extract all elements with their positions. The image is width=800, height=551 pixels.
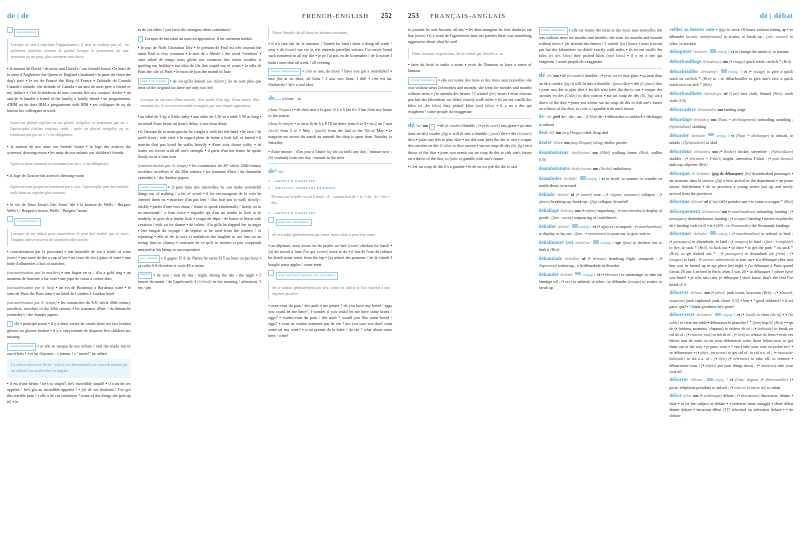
- example-block: • la loge de l'actrice the actress's dressing-room: [7, 172, 85, 178]
- usage-note: de se traduit généralement par any, some est utilisé si l'on s'attend à une réponse positive.: [268, 282, 392, 299]
- example-block: • c'est un coup de dés it's a gamble • le dé en est jeté the die is cast: [408, 164, 518, 170]
- left-column-2: [138, 27, 262, 549]
- conjugation-chip[interactable]: [707, 378, 713, 381]
- example-block: • caractérisation par la personne) • une bouteille de vin a bottle of wine (mais) • une tasse de thé a cup of tea • un verre de vin a glass of wine • une boîte d'allumettes a box of matches: [7, 248, 131, 267]
- pronunciation: /debaʀdœʀ/: [693, 149, 711, 154]
- dictionary-entry[interactable]: déambulatoire /deɑ̃bylatwaʀ/ nm (Archit) ambulatory: [538, 166, 632, 173]
- usage-label: valeur intensive: [7, 343, 36, 351]
- usage-label: dans une interrogation, une hypothèse: [276, 272, 338, 280]
- headword[interactable]: débarque: [669, 200, 690, 206]
- pronunciation: /deɑ̃byle/: [563, 176, 578, 181]
- part-of-speech: nm: [721, 209, 727, 214]
- headword-ref[interactable]: de: [14, 321, 20, 327]
- pronunciation: /debatize/: [692, 50, 708, 55]
- conjugation-ref[interactable]: conjug 1: [715, 133, 730, 138]
- dictionary-entry[interactable]: déambuler /deɑ̃byle/ conjug 1 vi to stroll, to saunter, to wander ou amble about ou around: [538, 175, 663, 189]
- part-of-speech: vt: [730, 50, 735, 55]
- pronunciation: /debaʀdaʒ/: [693, 117, 710, 122]
- sense-block: durant • de jour / nuit by day / night, during the day / the night • 3 heures du matin / de l'après-midi 3 (o'clock) in the morning / afternoon, 3 am / pm: [137, 271, 262, 291]
- usage-label: valeur intensive: [138, 184, 167, 192]
- headword[interactable]: déballer: [538, 224, 557, 230]
- example-block: la journée he eats biscuits all day • les ânes mangent du foin donkeys eat hay (mais) • il y avait de l'agressivité dans ses paroles there was something aggressive about what he said: [408, 27, 532, 45]
- part-of-speech: nm: [592, 151, 598, 156]
- example-block: • la maison de David / de notre ami David's / our friend's house • le mari de la reine d'Angleterre the Queen of England's husband • la patte du chien the dog's paw • le roi de France the King of France • l'attitude du Canada Canada's attitude, the attitude of Canada • un ami de mon père a friend of my father's • c'est le médecin de mes cousins he's my cousins' doctor • un ami de la famille a friend of the family, a family friend • un programmeur d'IBM ou de chez IBM a programmer with IBM • ses collègues de ou du bureau his colleagues at work: [7, 65, 131, 114]
- usage-label-row: [268, 270, 392, 280]
- conjugation-ref[interactable]: conjug 1: [721, 313, 736, 318]
- example-block: (dans le temps) • je serai là de 6 à 8 I'll be there from 6 to 8 • du 2 au 7 mai (écrit) from 2 to 7 May ; (parlé) from the 2nd to the 7th of May • le magasin est ouvert du mardi au samedi the shop is open from Tuesday to Saturday: [268, 121, 392, 145]
- pronunciation: /de/: [546, 115, 553, 120]
- sense-number: 5: [138, 36, 144, 42]
- part-of-speech: nf: [724, 91, 728, 96]
- headword[interactable]: dealer: [538, 141, 553, 147]
- dictionary-entry[interactable]: débat /deba/ nm (• polémique) debate ; (• discussion) discussion, debate • faire • to be the subject of debate • • intérieur inner struggle • dîner débat dinner debate • émission débat (TV) televised ou television debate • • de clôture: [669, 393, 793, 419]
- pronunciation: /debaʀkəmɑ̃/: [701, 209, 721, 214]
- conjugation-ref[interactable]: conjug 1: [713, 378, 728, 383]
- part-of-speech: nf: [704, 200, 708, 205]
- dictionary-entry[interactable]: débander /debɑ̃de/ conjug 1 vt (• blessure) to unbandage, to take the bandage off ; (• arc) to unbend, to relax ; se débander (troupe) to scatter, to break up: [538, 271, 663, 291]
- usage-label: valeur emphatique: [268, 68, 301, 76]
- usage-note: Lorsque de est utilisé pour caractériser, il peut être traduit par of, mais l'anglais utilise souvent de tournures adjectivales.: [7, 229, 131, 246]
- headword[interactable]: déambulatoire: [538, 167, 570, 173]
- conjugation-chip[interactable]: [710, 231, 716, 234]
- pronunciation: /debaʀk/: [690, 200, 704, 205]
- left-column-1: [7, 27, 131, 549]
- usage-label: durant: [138, 272, 153, 280]
- dictionary-entry[interactable]: débaptiser /debatize/ conjug 1 vt to change the name of, to rename: [669, 49, 789, 56]
- headword[interactable]: débardeur: [669, 149, 692, 155]
- dictionary-entry[interactable]: débarqué, e /debaʀke/ (ptp de débarquer) (lit) disembarked passenger • un nouveau dans le service (fig) a new arrival in the department • un jeune auteur fraîchement • de sa province a young writer just up and newly arrived from the provinces: [669, 170, 793, 196]
- part-of-speech: vt: [743, 69, 747, 74]
- part-of-speech: vi: [601, 176, 605, 181]
- headword[interactable]: débarbouillage: [669, 59, 702, 65]
- pronunciation: /debaʀbujɛt/: [703, 91, 723, 96]
- part-of-speech: nm: [693, 394, 699, 399]
- headword[interactable]: débarquer: [669, 232, 692, 238]
- part-of-speech: nm: [712, 149, 718, 154]
- running-head-word-left: de | de: [7, 11, 30, 20]
- headword[interactable]: débarbouillette: [669, 91, 702, 97]
- headword[interactable]: débandade: [538, 256, 562, 262]
- pronunciation: /debɑkl/: [556, 192, 569, 197]
- headword[interactable]: débander: [538, 272, 559, 278]
- page-number-right: 253: [408, 12, 420, 20]
- dictionary-entry[interactable]: débarquement /debaʀkəmɑ̃/ nm (• marchandises) unloading, landing ; (• passagers) disembarkation, landing ; (• troupes) landing • navire ou péniche de • landing craft (mil) • le • (Mil : en Normandie) the Normandy landings: [669, 208, 793, 228]
- usage-label: valeur intensive: [539, 27, 568, 35]
- part-of-speech: vt: [592, 224, 597, 229]
- headword[interactable]: déambuler: [538, 176, 562, 182]
- dictionary-entry[interactable]: débardeur /debaʀdœʀ/ nm (• docker) docker, stevedore ; (Sylviculture) skidder ; (• vêtement = T-shirt) singlet, sleeveless T-shirt ; (• pour-dessus) tank top, slipover (Brit): [669, 148, 793, 168]
- headword[interactable]: de²: [268, 167, 277, 175]
- dictionary-article[interactable]: [268, 163, 392, 176]
- part-of-speech: nm: [711, 117, 717, 122]
- right-column-1: [408, 27, 532, 549]
- part-of-speech: nm: [553, 74, 559, 79]
- part-of-speech: (ptp de débarquer): [711, 171, 744, 176]
- headword[interactable]: débarras: [669, 291, 689, 297]
- dictionary-article[interactable]: de… à from… to: [268, 91, 392, 104]
- sense-block: valeur intensive • il peut faire des merveilles he can make wonderful things out of nothing / a bit of wood • il les encourageait de la voix he cheered them on • marcher d'un pas lent / d'un bon pas to walk slowly / briskly • parler d'une voix émue / ferme to speak emotionally / firmly ou in an emotional / a firm voice • regarder qn d'un air tendre to look at sb tenderly, to give sb a tender look • rougir de dépit / de honte to blush with vexation / with ou for shame • de colère, il la gifla he slapped her in anger • être fatigué du voyage / de répéter to be tired from the journey / of repeating • elle rit de la voix si maladroit she laughed to see him ou on seeing him so clumsy • contrarié de ce qu'il se montre si peu coopératif annoyed at his being so uncooperative: [137, 183, 262, 252]
- pronunciation: /deɑ̃bylatœʀ/: [570, 151, 591, 156]
- dictionary-entry[interactable]: débardage /debaʀdaʒ/ nm (Naut = déchargement) unloading, unlading ; (Sylviculture) skidding: [669, 116, 793, 130]
- dictionary-entry[interactable]: débarbouillette /debaʀbujɛt/ nf (Can) face cloth, flannel (Brit), wash cloth (US): [669, 90, 793, 104]
- dictionary-entry[interactable]: débandade /debɑ̃dad/ nf (• déroute) headlong flight, stampede ; (• dispersion) scattering ; à la débandade in disorder: [538, 255, 663, 269]
- conjugation-ref[interactable]: conjug 1: [600, 240, 614, 245]
- right-running-head: [408, 11, 793, 24]
- pronunciation: /debaʀase/: [696, 313, 713, 318]
- usage-label: dans une affirmation: [276, 219, 312, 227]
- conjugation-ref[interactable]: conjug 1: [716, 50, 730, 55]
- headword[interactable]: deal: [538, 131, 548, 137]
- part-of-speech: vt: [736, 313, 741, 318]
- headword[interactable]: débarrasser: [669, 313, 695, 319]
- usage-label-row: [7, 216, 131, 226]
- example-block: • au déjeuner, nous avons eu du poulet we had (some) chicken for lunch • j'ai du travail à faire I've got (some) work to do • il but de l'eau du robinet he drank some water from the tap • j'ai acheté des pommes / de la viande I bought some apples / some meat: [268, 243, 392, 267]
- dictionary-entry[interactable]: dealer /dilœʀ/ nm (arg Drogue) (drug) dealer, pusher: [538, 140, 627, 147]
- part-of-speech: nm: [564, 141, 570, 146]
- headword[interactable]: débarbouiller: [669, 69, 699, 75]
- dictionary-entry[interactable]: débarder /debaʀde/ conjug 1 vt (Naut = décharger) to unload, to unlade ; (Sylviculture) to skid: [669, 132, 793, 146]
- pronunciation: /debɑ̃de/: [560, 272, 574, 277]
- left-column-3: [268, 27, 392, 549]
- pronunciation: /debaʀa/: [689, 291, 704, 296]
- section-label: I - ARTICLE PARTITIF: [268, 211, 316, 216]
- dictionary-entry[interactable]: déballer /debale/ conjug 1 vt (• affaires) to unpack ; (• marchandises) to display, to lay out ; (fam : • sentiments) to pour out, to give vent to: [538, 223, 663, 237]
- headword[interactable]: débat: [669, 394, 682, 400]
- running-head-center-right: FRANÇAIS-ANGLAIS: [430, 13, 506, 20]
- usage-note: Lorsque de sert à exprimer l'appartenance, il peut se traduire par of ; on préférera toutefois souvent le génitif lorsque le possesseur est une personne ou un pays, plus rarement une chose.: [7, 39, 131, 62]
- usage-note: Notez l'emploi de all dans les phrases suivantes.: [268, 27, 392, 38]
- dictionary-entry[interactable]: deal /dil/ nm (arg Drogue) deal, drug deal: [538, 130, 609, 137]
- conjugation-chip[interactable]: [593, 240, 599, 243]
- headword[interactable]: déambulateur: [538, 151, 569, 157]
- sense-number: [7, 27, 13, 33]
- part-of-speech: nm: [717, 107, 723, 112]
- pronunciation: /də/: [277, 168, 285, 174]
- usage-label: valeur intensive: [408, 77, 437, 85]
- usage-note: Après un nom propre se terminant par s ou x, l'apostrophe peut être utilisée seule dans un registre plus soutenu.: [10, 183, 129, 195]
- dictionary-article[interactable]: dé /de/ nm 1 • dé (à coudre) thimble ; (• petit verre) tiny glass • ça tient dans un dé à coudre (fig) it will fit into a thimble ; (jeux) dice • dés (à jouer) dice • jouer aux dés to play dice • les dés sont jetés the die is cast • couper des carottes en dés (Culin) to dice carrots • sur un coup de dés (lit, fig) on a throw of the dice • jouer son avenir sur un coup de dés to risk one's future on a throw of the dice, to (take a) gamble with one's future: [408, 118, 532, 162]
- conjugation-ref[interactable]: conjug 1: [727, 69, 742, 74]
- part-of-speech: vt: [730, 378, 734, 383]
- conjugation-ref[interactable]: conjug 1: [717, 232, 731, 237]
- right-page-columns: [408, 27, 793, 549]
- dictionary-entry[interactable]: débarquer /debaʀke/ conjug 1 (• marchandises) to unload, to land ; (• passagers) to disembark, to land ; (• troupes) to land ; (fam : • employé) to fire, to sack * (Brit), to kick out • se faire • to get the push * ou sack * (Brit), to get kicked out * ; (• passagers) to disembark (de from) ; (• troupes) to land ; (• arriver subitement) to turn up • il a débarqué chez moi hier soir he turned up at my place last night • j'ai débarqué à Paris quand j'avais 20 ans I arrived in Paris when I was 20 • tu débarques ! where have you been? • je n'en sais rien, je débarque I don't know, that's the first I've heard of it: [669, 231, 793, 287]
- sense-number: [7, 216, 13, 222]
- pronunciation: /debaʀkadɛʀ/: [696, 107, 717, 112]
- headword[interactable]: déballonner (se): [538, 240, 574, 246]
- example-block: (caractérisation par le temps) • les romanciers du 20ᵉ siècle 20th-century novelists, novelists of the 20th century • les journaux d'hier / du dimanche yesterday's / the Sunday papers: [137, 162, 262, 180]
- right-column-3: [669, 27, 793, 549]
- part-of-speech: nf: [581, 256, 586, 261]
- sense-number: [268, 270, 274, 276]
- dictionary-entry[interactable]: déballage /debalaʒ/ nm (• objets) unpacking ; (• marchandises) display of goods ; (fam : aveux) outpouring of confidences: [538, 207, 663, 221]
- sense-number: [268, 217, 274, 223]
- sense-block: valeur intensive • elle est restée des mois et des mois sans nouvelles she was without news for months and months, she went for months and months without news • j'ai attendu des heures ! I waited (for) hours • nous n'avons pas fait des kilomètres we didn't exactly walk miles • ils en ont cueilli des kilos (et des kilos) they picked kilos (and kilos) • il y en a des qui exagèrent ! some people do exaggerate: [538, 27, 663, 65]
- usage-label-row: [7, 27, 131, 37]
- headword[interactable]: débardage: [669, 117, 692, 123]
- part-of-speech: nf: [570, 192, 575, 197]
- usage-note: La valeur intensive de de - article ou démonstratif est souvent rendue par un adjectif ou un adverbe en anglais.: [7, 359, 131, 377]
- conjugation-chip[interactable]: [708, 133, 714, 136]
- usage-note: Dans certaines expressions, de se traduit par l'article a, an.: [408, 48, 532, 59]
- sense-number: 4: [7, 321, 13, 327]
- example-block: • faire du bruit to make a noise • avoir de l'humour to have a sense of humour: [408, 62, 532, 74]
- usage-label-row: [268, 217, 392, 227]
- example-block: as de ces idées ! you have the strangest ideas sometimes!: [137, 27, 231, 32]
- headword[interactable]: dé-: [538, 115, 546, 121]
- headword[interactable]: déballage: [538, 208, 559, 214]
- pronunciation: /debɑ̃dad/: [564, 256, 580, 261]
- part-of-speech: nm: [704, 291, 710, 296]
- part-of-speech: nm: [593, 167, 599, 172]
- headword[interactable]: débarcadère: [669, 107, 696, 113]
- example-block: • il n'a rien fait de la semaine / l'année he hasn't done a thing all week / year • de (toute) ma vie je n'ai entendu pareilles sottises I've never heard such nonsense in all my life • je ne l'ai pas vu de la semaine / de la soirée I hadn't seen him all week / all evening: [268, 41, 392, 65]
- conjugation-chip[interactable]: [710, 49, 716, 52]
- pronunciation: /debalaʒ/: [560, 208, 575, 213]
- example-block: (dans l'espace) • de chez moi à la gare, il y a 5 km it's 5 km from my house to the station: [268, 106, 392, 118]
- example-block: • un bébé de 3 kg a 3-kilo baby • une table de 1,50 m a table 1.50 m long • un retard d'une heure an hour's delay, a one-hour delay: [137, 114, 262, 126]
- part-of-speech: vt: [596, 272, 601, 277]
- example-block: • il est d'une bêtise ! he's so stupid!, he's incredibly stupid! • il a un de ces appétits ! he's got an incredible appetite ! • j'ai de ces douleurs ! I've got this terrible pain ! • elle a de ces initiatives ! some of the things she gets up to! • tu: [7, 380, 131, 404]
- headword[interactable]: débarder: [669, 133, 690, 139]
- example-block: (caractérisation par le temps) • les romanciers du XXᵉ siècle 20th-century novelists, novelists of the 20th century • les journaux d'hier / du dimanche yesterday's / the Sunday papers: [7, 299, 131, 317]
- usage-label: caractérisation: [14, 218, 41, 226]
- sense-block: • il l'attrapa de la main gauche he caught it with his left hand • de face / de profil front / side view • le regard plein de haine a look full of hatred • il marche d'un pas lourd he walks heavily • d'une voix douce softly • de toutes ses forces with all one's strength • il parla d'un ton ferme he spoke firmly ou in a firm tone: [137, 129, 262, 159]
- example-block: • d'une minute / d'un jour à l'autre (a) tôt ou tard) any day / minute now ; (b) soudain) from one day / minute to the next: [268, 148, 392, 160]
- pronunciation: /debaʀbuje/: [700, 69, 719, 74]
- example-block: • la maison de nos amis our friends' house • la loge des actrices the actresses' dressing-room • les amis de nos enfants our children's friends: [7, 143, 131, 155]
- part-of-speech: nm: [422, 124, 429, 129]
- running-head-center-left: FRENCH-ENGLISH: [301, 13, 369, 20]
- right-column-2: [539, 27, 663, 549]
- pronunciation: /de/: [546, 73, 553, 79]
- sense-number: 1: [429, 124, 435, 130]
- pronunciation: /dilœʀ/: [553, 141, 564, 146]
- section-label: 2 - ARTICLE INDÉFINI PLURIEL: [268, 185, 337, 190]
- headword[interactable]: débarqué, e: [669, 171, 695, 177]
- conjugation-ref[interactable]: conjug 1: [578, 224, 592, 229]
- part-of-speech: préf: [553, 115, 561, 120]
- running-head-word-right: dé | débat: [759, 11, 793, 20]
- pronunciation: /deba/: [682, 394, 692, 399]
- dictionary-entry[interactable]: dé- /de/ préf de-, dis-, un- ; (Chim) de- • déboucher to unblock • décharger to unload: [538, 114, 663, 127]
- sense-block: 5 Lorsque de introduit un nom en apposition, il est rarement traduit.: [138, 36, 262, 42]
- example-block: • le jour de Noël Christmas Day • le prénom de Paul est très courant the name Paul is very common • le mot de « liberté » the word "freedom" • cette saleté de temps nous gâche nos vacances this rotten weather is spoiling our holiday • ton idiot de fils that stupid son of yours • la ville de Paris the city of Paris • le mois de juin the month of June: [137, 44, 262, 75]
- dictionary-entry[interactable]: veiller so heures sans • (fig) to work 10 hours without letting up • se débander (armée, manifestants) to scatter, to break up ; (arc, ressort) to relax, to slacken: [669, 27, 793, 46]
- left-running-head: [7, 11, 392, 24]
- pronunciation: /debale/: [557, 224, 570, 229]
- part-of-speech: nm: [555, 131, 562, 136]
- dictionary-entry[interactable]: débarrer /debaʀe/ conjug 1 vt (Can, région) (• déverrouiller) (• porte, téléphone portable) to unlock ; (• enlever la barre de) to unbar: [669, 377, 793, 390]
- usage-label: appartenance: [14, 29, 39, 37]
- conjugation-chip[interactable]: [721, 69, 727, 72]
- dictionary-entry[interactable]: débarcadère /debaʀkadɛʀ/ nm landing stage: [669, 106, 746, 113]
- headword[interactable]: débarrer: [669, 378, 689, 384]
- headword[interactable]: dé: [408, 122, 415, 130]
- pronunciation: /debaʀde/: [690, 133, 706, 138]
- sense-block: par, chaque • il gagne 15 € de l'heure he earns €15 an hour ou per hour • ça coûte 6 € du mètre it costs €6 a metre: [137, 255, 262, 268]
- dictionary-entry[interactable]: débâcle /debɑkl/ nf (• armée) rout ; (• régime, monnaie) collapse ; (• glaces) breaking up, break-up ; (fig) collapse, downfall: [538, 191, 663, 205]
- usage-label: par, chaque: [138, 255, 160, 263]
- conjugation-ref[interactable]: conjug 1: [586, 176, 601, 181]
- dictionary-entry[interactable]: débarrasser /debaʀase/ conjug 1 vt (• local) to clear (de of) • • (la table) to clear the table • débarrasse le plancher ! * (fam) hop it! (Brit) • • qn de (• fardeau, manteau, chapeau) to relieve sb of ; (• habitude) to break ou rid sb of ; (• ennemi, mal) to rid sb of ; (• lien) to release sb from • écris ces lettres tout de suite, tu en seras débarrassé write those letters now so get them out of the way • je peux vous • ? can I take your coat ou jacket etc? • se débarrasser • (• objet, personne) to get rid of, to rid o.s. of ; (• mauvaise habitude) to rid o.s. of ; (• lien) (• vêtement) to take off, to remove • débarrassez-vous ! (• objets) put your things down ; (• manteau) take your coat off: [669, 312, 793, 374]
- usage-note: Devant une voyelle ou un h muet : d' ; contraction de + le = du ; de + les = des.: [271, 193, 391, 205]
- sense-block: sujet d'un reprise • de six qu'ils étaient (au départ), ils ne sont plus que deux of the original six there are only two left: [137, 78, 262, 91]
- part-of-speech: vpr: [615, 240, 622, 245]
- part-of-speech: nm: [575, 208, 581, 213]
- pronunciation: /debaʀbujaʒ/: [702, 59, 722, 64]
- right-page: [400, 0, 800, 551]
- dictionary-entry[interactable]: débarbouillage /debaʀbujaʒ/ nm (• visage) quick wash, cat-lick * (Brit): [669, 58, 792, 65]
- usage-note: de se traduit généralement par some, mais celui-ci peut être omis.: [268, 229, 392, 240]
- usage-note: Lorsque de est suivi d'une mesure, d'un poids, d'un âge, d'une durée, d'un montant etc, il est souvent rendu en anglais par une simple apposition.: [140, 96, 260, 108]
- headword[interactable]: débaptiser: [669, 50, 692, 56]
- left-page-columns: [7, 27, 392, 549]
- pronunciation: /debaʀke/: [696, 171, 711, 176]
- conjugation-chip[interactable]: [715, 313, 721, 316]
- dictionary-entry[interactable]: débarras /debaʀa/ nm (• pièce) junk room, boxroom (Brit) ; (• placard, soupente) junk cupboard, junk closet (US) • bon • ! good riddance! • il est parti, quel • ! thank goodness he's gone!: [669, 290, 793, 309]
- dictionary-entry[interactable]: débarbouiller /debaʀbuje/ conjug 1 vt (• visage) to give a quick wash ou cat-lick * (Brit) to ; se débarbouiller to give one's face a quick wash ou a cat-lick * (Brit): [669, 68, 793, 88]
- sense-block: valeur intensive • et elle se moqua de nos efforts ! and she made fun of our efforts ! • et lui d'ajouter : « jamais ! » "never!" he added: [7, 343, 131, 356]
- conjugation-chip[interactable]: [575, 272, 581, 275]
- part-of-speech: vt: [731, 133, 735, 138]
- dictionary-entry[interactable]: déambulateur /deɑ̃bylatœʀ/ nm (Méd) walking frame (Brit), walker (US): [538, 150, 663, 163]
- usage-label: sujet d'un reprise: [138, 78, 169, 86]
- pronunciation: /debalɔne/: [574, 240, 591, 245]
- example-block: (caractérisation par le lieu) • un vin de Bordeaux a Bordeaux wine • le train de Paris the Paris train • un hôtel de Londres a London hotel: [7, 284, 131, 296]
- example-block: • avez-vous du pain / des œufs à me passer ? do you have any bread / eggs you could let me have?, I wonder if you could let me have some bread / eggs? • voulez-vous du pain / des œufs ? would you like some bread / eggs? • vous ne voulez vraiment pas de vin ? are you sure you don't want some ou any wine? • si on prenait de la bière / du vin ? what about some beer / wine?: [268, 302, 392, 339]
- headword[interactable]: débarquement: [669, 209, 701, 215]
- sense-block: valeur emphatique • c'en as une, de moto ? have you got a motorbike? • moi j'en ai vu deux, de lions ! I saw two lions, I did! • c'en est un, d'imbécile ! he's a real idiot: [268, 68, 392, 88]
- pronunciation: /de/: [415, 123, 422, 129]
- conjugation-chip[interactable]: [580, 176, 586, 179]
- pronunciation: /deɑ̃bylatwaʀ/: [570, 167, 592, 172]
- headword[interactable]: débâcle: [538, 192, 555, 198]
- usage-note: Après un nom commun se terminant par un s, 's est obligatoire.: [10, 160, 110, 166]
- usage-note: Après un pluriel régulier ou un pluriel irrégulier se terminant par un s, l'apostrophe s'utilise toujours seule ; après un pluriel irrégulier ne se terminant pas par un s, 's est obligatoire.: [10, 119, 129, 137]
- pronunciation: /debaʀke/: [693, 232, 708, 237]
- section-label: I - ARTICLE PARTITIF: [268, 179, 316, 184]
- part-of-speech: nm: [722, 59, 729, 64]
- headword[interactable]: dé: [538, 72, 546, 80]
- headword[interactable]: veiller so heures sans: [669, 28, 715, 33]
- pronunciation: /debaʀe/: [690, 378, 704, 383]
- dictionary-article[interactable]: dé /de/ nm • dé (à coudre) thimble ; (• petit verre) tiny glass • ça tient dans un dé à coudre (fig) it will fit into a thimble ; (jeux) dice • dés (à jouer) dice • jouer aux dés to play dice • les dés sont jetés the die is cast • couper des carottes en dés (Culin) to dice carrots • sur un coup de dés (lit, fig) on a throw of the dice • jouer son avenir sur un coup de dés to risk one's future on a throw of the dice, to (take a) gamble with one's future: [539, 68, 663, 112]
- pronunciation: /dil/: [548, 131, 555, 136]
- sense-block: 4 de • participe passé • il y a deux verres de cassés there are two broken glasses ou glasses broken • il y a cinq enfants de disparus five children are missing: [7, 320, 131, 340]
- page-number-left: 252: [380, 12, 392, 20]
- conjugation-chip[interactable]: [572, 224, 578, 227]
- dictionary-entry[interactable]: débarque /debaʀk/ nf (Can) fall • prendre une • to come a cropper * (Brit): [669, 199, 793, 206]
- example-block: • la vie de Jésus Jesus's life, Jesus' life • la maison de Wells / Burgess Wells's / Burgess's house, Wells' / Burgess' house: [7, 201, 131, 213]
- sense-block: valeur intensive • elle est restée des mois et des mois sans nouvelles she was without news for months and months, she went for months and months without news • j'ai attendu des heures ! I waited (for) hours • nous n'avons pas fait des kilomètres we didn't exactly walk miles • ils en ont cueilli des kilos (et des kilos) they picked kilos (and kilos) • il y en a des qui exagèrent ! some people do exaggerate: [408, 77, 532, 115]
- headword[interactable]: de…: [268, 95, 282, 103]
- dictionary-entry[interactable]: déballonner (se) /debalɔne/ conjug 1 vpr (fam) to chicken out, to funk it (Brit): [538, 239, 663, 253]
- example-block: (caractérisation par la matière) • une bague en or / d'or a gold ring • un manteau de fourrure a fur coat • une jupe de coton a cotton skirt: [7, 269, 131, 281]
- conjugation-ref[interactable]: conjug 1: [582, 272, 596, 277]
